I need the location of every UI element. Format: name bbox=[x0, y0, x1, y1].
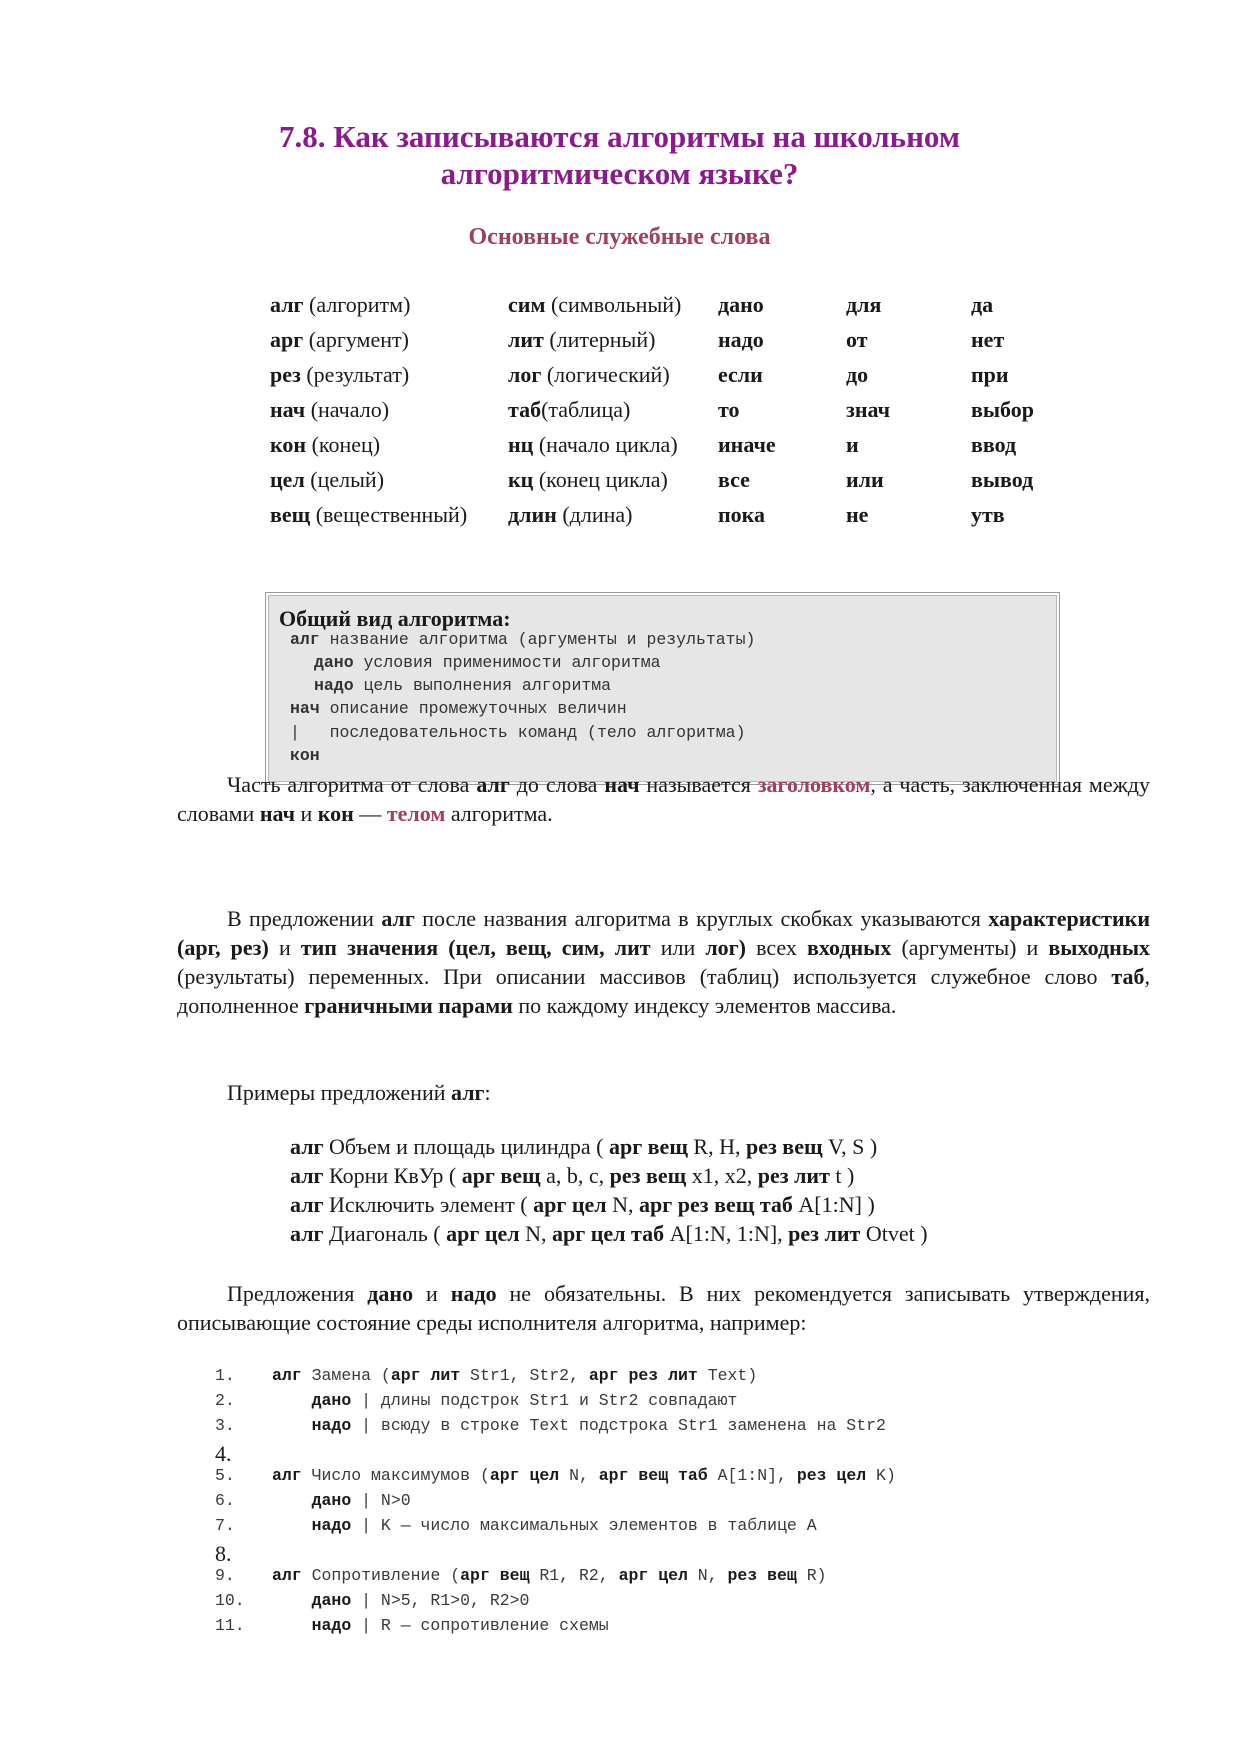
code-text: Сопротивление ( bbox=[301, 1566, 461, 1585]
code-text bbox=[272, 1391, 312, 1410]
code-line bbox=[215, 1541, 272, 1566]
keyword-row bbox=[270, 497, 1061, 532]
keyword-desc: (символьный) bbox=[545, 291, 682, 317]
example-keyword: рез вещ bbox=[745, 1134, 823, 1159]
code-keyword: дано bbox=[311, 1591, 352, 1610]
keyword-cell bbox=[846, 497, 971, 532]
keyword: алг bbox=[270, 291, 304, 317]
general-form-line bbox=[290, 723, 745, 742]
example-keyword: арг цел bbox=[446, 1221, 520, 1246]
general-form-line bbox=[290, 630, 755, 649]
example-keyword: алг bbox=[290, 1192, 324, 1217]
keyword: лит bbox=[508, 326, 544, 352]
keyword-cell bbox=[270, 427, 508, 462]
keyword: выбор bbox=[971, 396, 1035, 422]
keyword-desc: (целый) bbox=[304, 466, 385, 492]
code-keyword: дано bbox=[311, 1391, 352, 1410]
keyword: то bbox=[718, 396, 740, 422]
example-text: R, H, bbox=[687, 1134, 746, 1159]
code-text: R) bbox=[796, 1566, 827, 1585]
code-line bbox=[215, 1416, 886, 1441]
line-number: 8. bbox=[215, 1541, 232, 1566]
keyword-cell bbox=[270, 357, 508, 392]
keyword: сим bbox=[508, 291, 546, 317]
general-form-text: цель выполнения алгоритма bbox=[353, 676, 612, 695]
keyword-cell bbox=[508, 462, 718, 497]
general-form-line bbox=[290, 746, 320, 765]
code-text bbox=[272, 1616, 312, 1635]
general-form-text: описание промежуточных величин bbox=[319, 699, 627, 718]
keyword-cell bbox=[846, 462, 971, 497]
example-line bbox=[290, 1192, 875, 1218]
keyword: нет bbox=[971, 326, 1005, 352]
paragraph-examples-intro: Примеры предложений алг: bbox=[227, 1080, 491, 1105]
keyword: арг bbox=[270, 326, 304, 352]
keyword-cell bbox=[718, 427, 846, 462]
general-form-keyword: нач bbox=[290, 699, 320, 718]
example-text: Объем и площадь цилиндра ( bbox=[323, 1134, 609, 1159]
general-form-box bbox=[265, 592, 1060, 785]
keyword: и bbox=[846, 431, 859, 457]
example-keyword: арг вещ bbox=[608, 1134, 688, 1159]
keyword: рез bbox=[270, 361, 301, 387]
line-number: 7. bbox=[215, 1516, 235, 1535]
keyword: дано bbox=[718, 291, 764, 317]
example-keyword: алг bbox=[290, 1134, 324, 1159]
example-keyword: рез лит bbox=[757, 1163, 830, 1188]
code-keyword: арг вещ bbox=[460, 1566, 530, 1585]
keyword-desc: (длина) bbox=[556, 501, 633, 527]
example-text: Диагональ ( bbox=[323, 1221, 447, 1246]
code-keyword: надо bbox=[311, 1516, 352, 1535]
example-keyword: арг рез вещ таб bbox=[639, 1192, 793, 1217]
example-text: Otvet ) bbox=[860, 1221, 928, 1246]
general-form-keyword: дано bbox=[314, 653, 354, 672]
keyword-cell bbox=[270, 322, 508, 357]
keyword-cell bbox=[971, 357, 1061, 392]
keyword-cell bbox=[971, 287, 1061, 322]
keyword-row bbox=[270, 287, 1061, 322]
keyword: если bbox=[718, 361, 763, 387]
keyword-row bbox=[270, 357, 1061, 392]
code-text: Str1, Str2, bbox=[460, 1366, 589, 1385]
keyword-cell bbox=[846, 322, 971, 357]
keyword: или bbox=[846, 466, 884, 492]
keyword-row bbox=[270, 392, 1061, 427]
keyword-desc: (конец) bbox=[306, 431, 381, 457]
keyword-row bbox=[270, 462, 1061, 497]
keyword-desc: (начало цикла) bbox=[533, 431, 678, 457]
keyword-cell bbox=[971, 497, 1061, 532]
keyword-desc: (начало) bbox=[305, 396, 390, 422]
keyword-cell bbox=[718, 462, 846, 497]
code-text: R1, R2, bbox=[529, 1566, 619, 1585]
code-keyword: рез вещ bbox=[727, 1566, 797, 1585]
code-text: | длины подстрок Str1 и Str2 совпадают bbox=[351, 1391, 738, 1410]
keyword: при bbox=[971, 361, 1009, 387]
code-text: | всюду в строке Text подстрока Str1 заменена на Str2 bbox=[351, 1416, 886, 1435]
keyword-cell bbox=[508, 287, 718, 322]
example-text: Исключить элемент ( bbox=[323, 1192, 534, 1217]
keyword: нач bbox=[270, 396, 306, 422]
code-text bbox=[272, 1491, 312, 1510]
general-form-line bbox=[314, 676, 611, 695]
code-text: K) bbox=[866, 1466, 896, 1485]
keyword-cell bbox=[971, 462, 1061, 497]
keyword-row bbox=[270, 322, 1061, 357]
keyword-cell bbox=[270, 287, 508, 322]
example-text: N, bbox=[519, 1221, 553, 1246]
code-text: A[1:N], bbox=[707, 1466, 797, 1485]
code-keyword: надо bbox=[311, 1416, 352, 1435]
keyword-cell bbox=[718, 322, 846, 357]
keyword: утв bbox=[971, 501, 1005, 527]
example-text: a, b, c, bbox=[540, 1163, 610, 1188]
keyword-desc: (литерный) bbox=[543, 326, 656, 352]
keywords-table bbox=[270, 287, 1061, 532]
code-text: Число максимумов ( bbox=[301, 1466, 490, 1485]
example-keyword: рез вещ bbox=[609, 1163, 687, 1188]
keyword-desc: (логический) bbox=[541, 361, 670, 387]
general-form-keyword: алг bbox=[290, 630, 320, 649]
code-line bbox=[215, 1466, 896, 1491]
code-keyword: надо bbox=[311, 1616, 352, 1635]
title-line-1: 7.8. Как записываются алгоритмы на школьном bbox=[279, 119, 960, 154]
code-text: N, bbox=[559, 1466, 599, 1485]
keyword-desc: (вещественный) bbox=[310, 501, 468, 527]
line-number: 5. bbox=[215, 1466, 235, 1485]
example-text: A[1:N, 1:N], bbox=[664, 1221, 789, 1246]
code-keyword: алг bbox=[272, 1566, 302, 1585]
keyword-cell bbox=[971, 392, 1061, 427]
code-text: | N>5, R1>0, R2>0 bbox=[351, 1591, 530, 1610]
code-keyword: арг вещ таб bbox=[598, 1466, 708, 1485]
line-number: 1. bbox=[215, 1366, 235, 1385]
code-keyword: рез цел bbox=[796, 1466, 867, 1485]
example-line bbox=[290, 1134, 877, 1160]
line-number: 2. bbox=[215, 1391, 235, 1410]
code-keyword: алг bbox=[272, 1466, 302, 1485]
keyword-desc: (конец цикла) bbox=[533, 466, 668, 492]
keyword: пока bbox=[718, 501, 766, 527]
keyword: знач bbox=[846, 396, 891, 422]
keyword-cell bbox=[718, 287, 846, 322]
keyword-row bbox=[270, 427, 1061, 462]
line-number: 6. bbox=[215, 1491, 235, 1510]
example-text: N, bbox=[606, 1192, 640, 1217]
keyword: до bbox=[846, 361, 869, 387]
example-text: t ) bbox=[829, 1163, 855, 1188]
general-form-line bbox=[314, 653, 661, 672]
keyword-cell bbox=[508, 497, 718, 532]
example-text: Корни КвУр ( bbox=[323, 1163, 462, 1188]
code-line bbox=[215, 1591, 529, 1616]
code-line bbox=[215, 1366, 757, 1391]
code-line bbox=[215, 1516, 817, 1541]
section-subtitle: Основные служебные слова bbox=[468, 224, 771, 250]
example-line bbox=[290, 1163, 854, 1189]
keyword-cell bbox=[270, 392, 508, 427]
code-text bbox=[272, 1591, 312, 1610]
keyword-cell bbox=[846, 427, 971, 462]
keyword: лог bbox=[508, 361, 542, 387]
example-keyword: алг bbox=[290, 1221, 324, 1246]
keyword-cell bbox=[718, 357, 846, 392]
keyword-cell bbox=[718, 497, 846, 532]
title-line-2: алгоритмическом языке? bbox=[440, 156, 799, 191]
code-text: | R — сопротивление схемы bbox=[351, 1616, 609, 1635]
keyword-cell bbox=[846, 287, 971, 322]
line-number: 4. bbox=[215, 1441, 232, 1466]
keyword: все bbox=[718, 466, 750, 492]
keyword-cell bbox=[971, 322, 1061, 357]
page-title bbox=[0, 118, 1239, 192]
keyword-desc: (алгоритм) bbox=[303, 291, 411, 317]
example-text: V, S ) bbox=[822, 1134, 878, 1159]
keyword-cell bbox=[508, 322, 718, 357]
general-form-keyword: надо bbox=[314, 676, 354, 695]
example-line bbox=[290, 1221, 928, 1247]
example-keyword: алг bbox=[290, 1163, 324, 1188]
code-keyword: арг рез лит bbox=[588, 1366, 698, 1385]
keyword-cell bbox=[270, 462, 508, 497]
general-form-line bbox=[290, 699, 627, 718]
keyword: длин bbox=[508, 501, 557, 527]
line-number: 11. bbox=[215, 1616, 245, 1635]
keyword: таб bbox=[508, 396, 542, 422]
code-text: Text) bbox=[697, 1366, 758, 1385]
example-keyword: арг цел таб bbox=[552, 1221, 665, 1246]
keyword: надо bbox=[718, 326, 764, 352]
keyword-cell bbox=[971, 427, 1061, 462]
code-text: | K — число максимальных элементов в таблице A bbox=[351, 1516, 817, 1535]
keyword-cell bbox=[718, 392, 846, 427]
keyword-desc: (аргумент) bbox=[303, 326, 409, 352]
general-form-text: | последовательность команд (тело алгоритма) bbox=[290, 723, 746, 742]
code-keyword: дано bbox=[311, 1491, 352, 1510]
keyword: да bbox=[971, 291, 994, 317]
paragraph-header-body: Часть алгоритма от слова алг до слова нач называется заголовком, а часть, заключенная между словами нач и кон — телом алгоритма. bbox=[177, 772, 1150, 826]
keyword-cell bbox=[508, 392, 718, 427]
general-form-title: Общий вид алгоритма: bbox=[279, 606, 511, 631]
term-body: телом bbox=[386, 801, 446, 826]
code-keyword: арг цел bbox=[618, 1566, 688, 1585]
code-text: N, bbox=[687, 1566, 728, 1585]
code-line bbox=[215, 1441, 272, 1466]
example-text: x1, x2, bbox=[686, 1163, 758, 1188]
line-number: 10. bbox=[215, 1591, 245, 1610]
example-keyword: арг цел bbox=[533, 1192, 607, 1217]
code-line bbox=[215, 1391, 737, 1416]
example-text: A[1:N] ) bbox=[792, 1192, 875, 1217]
code-line bbox=[215, 1491, 411, 1516]
keyword: иначе bbox=[718, 431, 776, 457]
code-keyword: арг цел bbox=[489, 1466, 560, 1485]
keyword-cell bbox=[846, 392, 971, 427]
term-header: заголовком bbox=[757, 772, 871, 797]
keyword: кц bbox=[508, 466, 534, 492]
line-number: 3. bbox=[215, 1416, 235, 1435]
code-line bbox=[215, 1616, 609, 1641]
code-text: | N>0 bbox=[351, 1491, 411, 1510]
code-line bbox=[215, 1566, 827, 1591]
keyword-cell bbox=[846, 357, 971, 392]
keyword: ввод bbox=[971, 431, 1017, 457]
keyword-cell bbox=[508, 357, 718, 392]
keyword: для bbox=[846, 291, 882, 317]
general-form-keyword: кон bbox=[290, 746, 320, 765]
keyword: вывод bbox=[971, 466, 1034, 492]
keyword-desc: (результат) bbox=[300, 361, 410, 387]
code-keyword: алг bbox=[272, 1366, 302, 1385]
keyword-cell bbox=[270, 497, 508, 532]
keyword: вещ bbox=[270, 501, 311, 527]
code-text bbox=[272, 1516, 312, 1535]
code-text: Замена ( bbox=[301, 1366, 391, 1385]
keyword-cell bbox=[508, 427, 718, 462]
keyword: не bbox=[846, 501, 869, 527]
line-number: 9. bbox=[215, 1566, 235, 1585]
keyword: цел bbox=[270, 466, 305, 492]
paragraph-alg-sentence: В предложении алг после названия алгоритма в круглых скобках указываются характеристики (арг, рез) и тип значения (цел, вещ, сим, лит или лог) всех входных (аргументы) и выходных (результаты) переменных. При описании массивов (таблиц) используется служебное слово таб, дополненное граничными парами по каждому индексу элементов массива. bbox=[177, 906, 1150, 1018]
keyword: нц bbox=[508, 431, 534, 457]
keyword: кон bbox=[270, 431, 307, 457]
general-form-text: название алгоритма (аргументы и результаты) bbox=[319, 630, 756, 649]
keyword-desc: (таблица) bbox=[541, 396, 631, 422]
example-keyword: арг вещ bbox=[461, 1163, 541, 1188]
paragraph-dano-nado: Предложения дано и надо не обязательны. В них рекомендуется записывать утверждения, описывающие состояние среды исполнителя алгоритма, например: bbox=[177, 1281, 1151, 1335]
code-text bbox=[272, 1416, 312, 1435]
general-form-text: условия применимости алгоритма bbox=[353, 653, 661, 672]
keyword: от bbox=[846, 326, 868, 352]
code-keyword: арг лит bbox=[390, 1366, 461, 1385]
example-keyword: рез лит bbox=[788, 1221, 861, 1246]
